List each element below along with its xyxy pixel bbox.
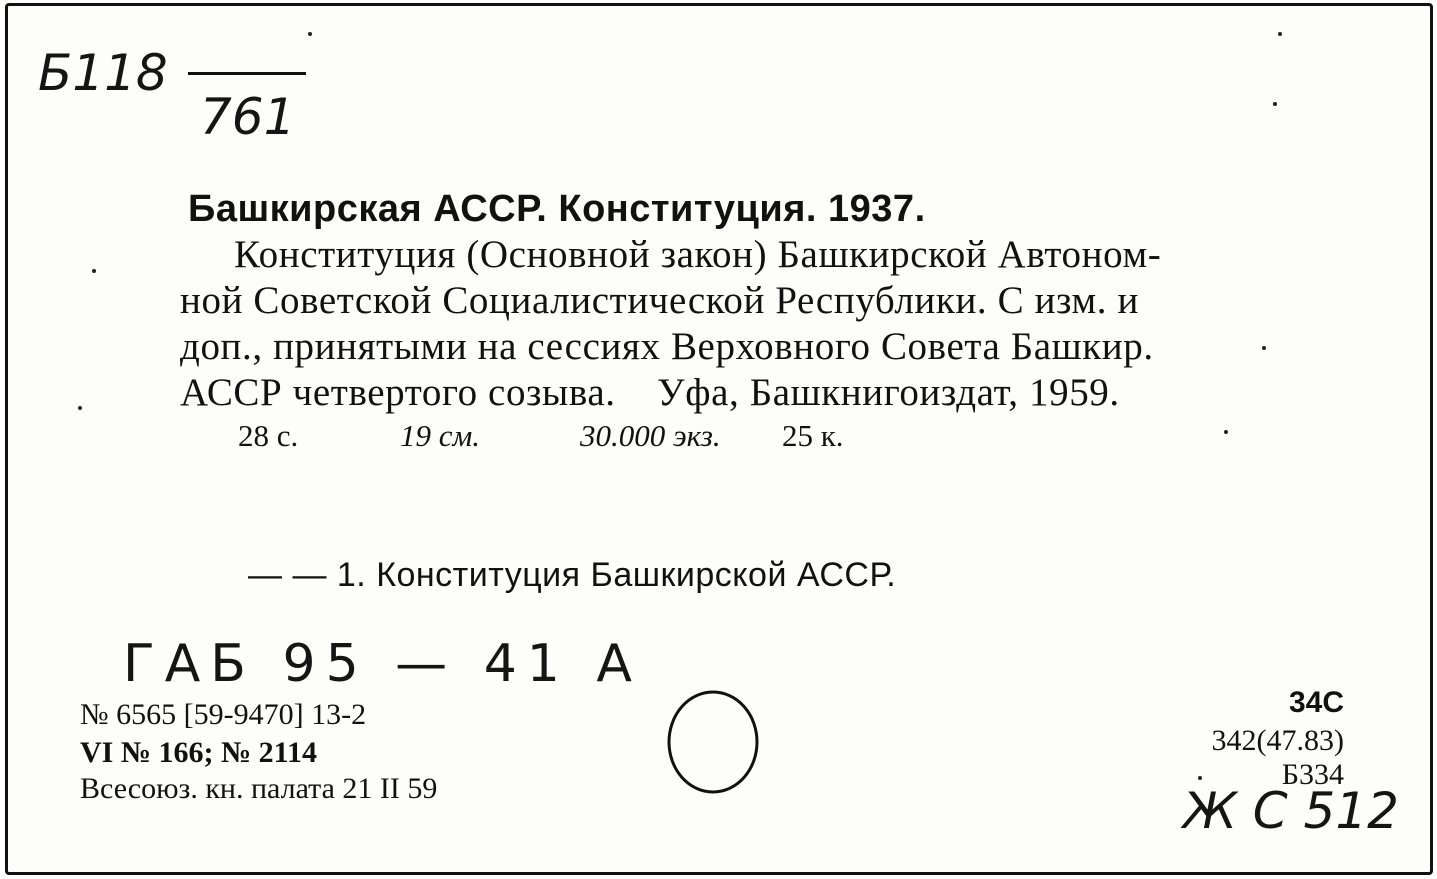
entry-heading: Башкирская АССР. Конституция. 1937. (188, 188, 926, 230)
registration-line-1: № 6565 [59-9470] 13-2 (80, 698, 367, 731)
handwritten-code: ГАБ 95 — 41 А (123, 634, 642, 694)
call-number-rule (188, 72, 306, 75)
speck (1198, 776, 1202, 780)
description-line-4: АССР четвертого созыва. Уфа, Башкнигоиздат, 1959. (180, 371, 1120, 414)
call-number-bottom: 761 (200, 88, 296, 146)
registration-line-3: Всесоюз. кн. палата 21 II 59 (80, 772, 438, 805)
size: 19 см. (400, 418, 481, 453)
description-line-3: доп., принятыми на сессиях Верховного Совета Башкир. (180, 325, 1154, 368)
call-number-top: Б118 (38, 44, 168, 102)
speck (78, 406, 82, 410)
classification-udc: 342(47.83) (1211, 724, 1344, 757)
author-mark: Б334 (1281, 758, 1344, 791)
speck (1224, 430, 1228, 434)
speck (308, 32, 312, 36)
subject-tracing: — — 1. Конституция Башкирской АССР. (248, 556, 897, 594)
stamp-circle-icon (663, 686, 763, 798)
pages: 28 с. (238, 418, 299, 453)
catalog-card (5, 3, 1433, 875)
handwritten-inventory: Ж С 512 (1183, 782, 1399, 840)
description-line-1: Конституция (Основной закон) Башкирской Автоном- (234, 233, 1162, 276)
speck (92, 269, 96, 273)
description-line-2: ной Советской Социалистической Республики. С изм. и (180, 279, 1139, 322)
copies: 30.000 экз. (580, 418, 721, 453)
registration-line-2: VI № 166; № 2114 (80, 736, 317, 769)
price: 25 к. (782, 418, 844, 453)
classification-code: 34С (1288, 686, 1344, 719)
speck (1273, 102, 1277, 106)
speck (1262, 346, 1266, 350)
speck (1278, 32, 1282, 36)
